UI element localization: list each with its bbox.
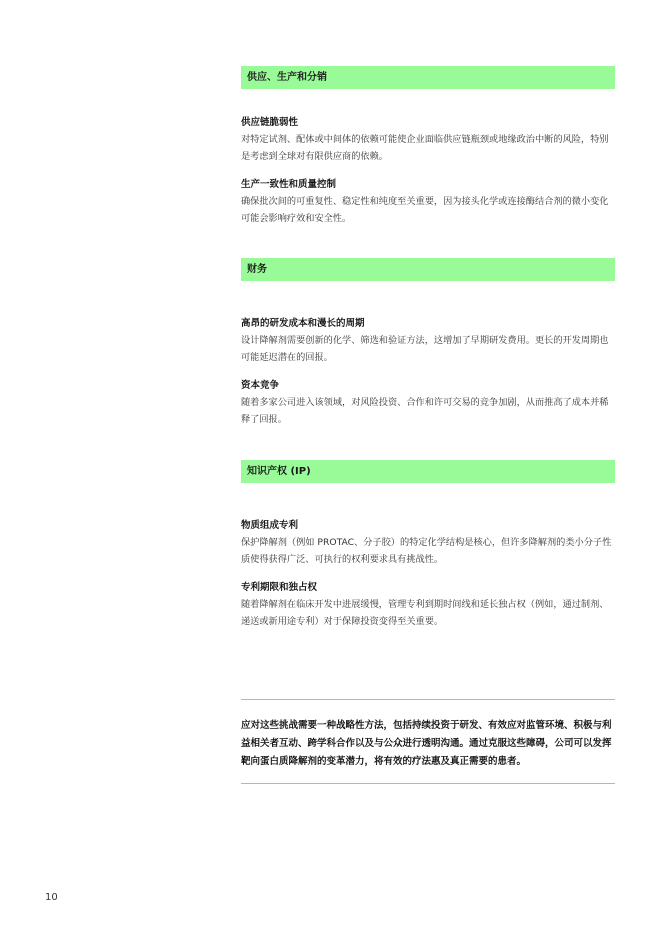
section-header-ip: 知识产权 (IP) [241, 460, 615, 483]
item-title: 资本竞争 [241, 380, 280, 391]
section-header-supply: 供应、生产和分销 [241, 66, 615, 89]
item-body: 随着降解剂在临床开发中进展缓慢，管理专利到期时间线和延长独占权（例如，通过制剂、递送或新用途专利）对于保障投资变得至关重要。 [241, 599, 609, 627]
item-title: 生产一致性和质量控制 [241, 179, 337, 190]
content-item [241, 581, 615, 630]
item-title: 高昂的研发成本和漫长的周期 [241, 318, 365, 329]
item-body: 确保批次间的可重复性、稳定性和纯度至关重要，因为接头化学或连接酶结合剂的微小变化可能会影响疗效和安全性。 [241, 196, 609, 224]
conclusion-text: 应对这些挑战需要一种战略性方法，包括持续投资于研发、有效应对监管环境、积极与利益相关者互动、跨学科合作以及与公众进行透明沟通。通过克服这些障碍，公司可以发挥靶向蛋白质降解剂的变革潜力，将有效的疗法惠及真正需要的患者。 [241, 720, 612, 767]
section-header-finance: 财务 [241, 258, 615, 281]
item-body: 对特定试剂、配体或中间体的依赖可能使企业面临供应链瓶颈或地缘政治中断的风险，特别是考虑到全球对有限供应商的依赖。 [241, 134, 609, 162]
divider-bottom [241, 783, 615, 784]
item-body: 设计降解剂需要创新的化学、筛选和验证方法，这增加了早期研发费用。更长的开发周期也可能延迟潜在的回报。 [241, 335, 609, 363]
item-title: 供应链脆弱性 [241, 117, 299, 128]
content-item [241, 178, 615, 227]
item-body: 随着多家公司进入该领域，对风险投资、合作和许可交易的竞争加剧，从而推高了成本并稀释了回报。 [241, 397, 609, 425]
page-number: 10 [45, 892, 58, 903]
content-item [241, 317, 615, 366]
divider-top [241, 699, 615, 700]
item-title: 专利期限和独占权 [241, 582, 318, 593]
item-body: 保护降解剂（例如 PROTAC、分子胶）的特定化学结构是核心，但许多降解剂的类小分子性质使得获得广泛、可执行的权利要求具有挑战性。 [241, 537, 612, 565]
item-title: 物质组成专利 [241, 520, 299, 531]
content-item [241, 116, 615, 165]
content-item [241, 379, 615, 428]
content-item [241, 519, 615, 568]
